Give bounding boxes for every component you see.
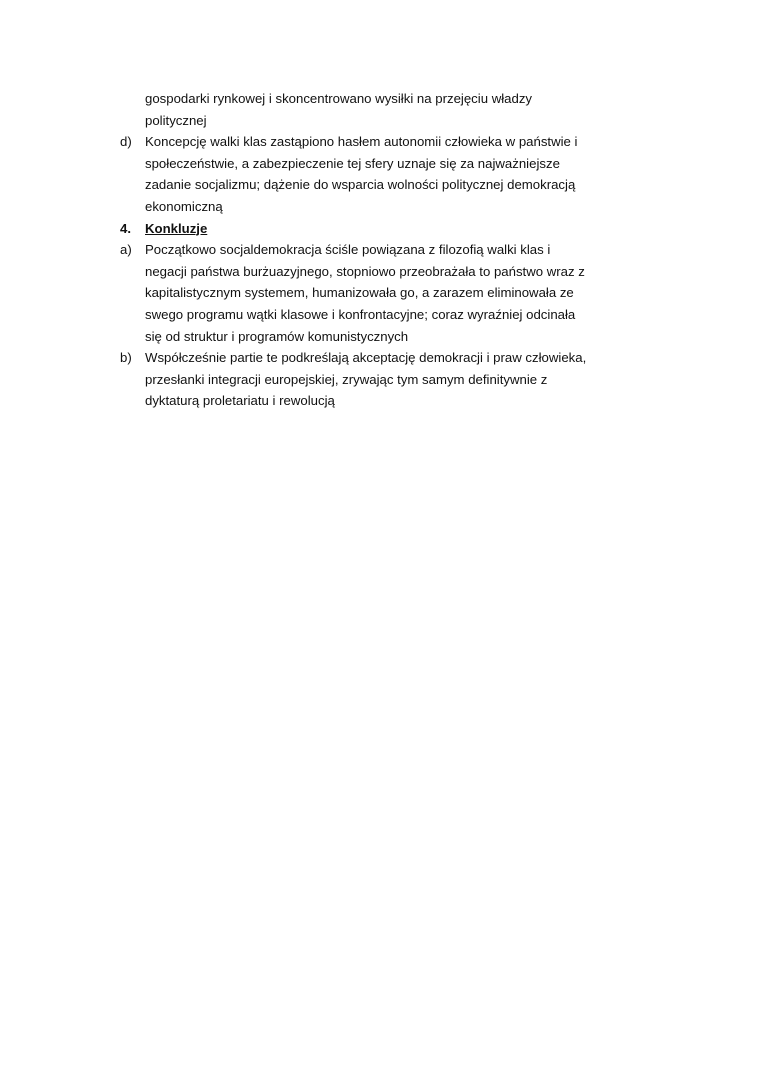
- list-item-d: [120, 131, 640, 217]
- text-line: Współcześnie partie te podkreślają akceptację demokracji i praw człowieka,: [145, 350, 587, 366]
- section-number: 4.: [120, 220, 131, 236]
- list-marker: d): [120, 134, 132, 150]
- list-marker: b): [120, 350, 132, 366]
- text-line: zadanie socjalizmu; dążenie do wsparcia wolności politycznej demokracją: [145, 177, 576, 193]
- text-line: Początkowo socjaldemokracja ściśle powiązana z filozofią walki klas i: [145, 242, 551, 258]
- text-line: Koncepcję walki klas zastąpiono hasłem autonomii człowieka w państwie i: [145, 134, 578, 150]
- text-line: gospodarki rynkowej i skoncentrowano wysiłki na przejęciu władzy: [145, 91, 533, 106]
- document-body: [120, 88, 640, 412]
- text-line: politycznej: [145, 112, 207, 128]
- text-line: negacji państwa burżuazyjnego, stopniowo przeobrażała to państwo wraz z: [145, 263, 585, 279]
- list-marker: a): [120, 242, 132, 258]
- text-line: dyktaturą proletariatu i rewolucją: [145, 393, 335, 409]
- section-title: Konkluzje: [145, 220, 208, 236]
- continuation-paragraph: [120, 88, 640, 131]
- text-line: kapitalistycznym systemem, humanizowała go, a zarazem eliminowała ze: [145, 285, 574, 301]
- list-item-b: [120, 347, 640, 412]
- text-line: swego programu wątki klasowe i konfrontacyjne; coraz wyraźniej odcinała: [145, 306, 576, 322]
- text-line: społeczeństwie, a zabezpieczenie tej sfery uznaje się za najważniejsze: [145, 155, 560, 171]
- text-line: przesłanki integracji europejskiej, zrywając tym samym definitywnie z: [145, 371, 548, 387]
- list-item-a: [120, 239, 640, 347]
- text-line: ekonomiczną: [145, 198, 223, 214]
- section-heading: [120, 218, 640, 240]
- text-line: się od struktur i programów komunistycznych: [145, 328, 409, 344]
